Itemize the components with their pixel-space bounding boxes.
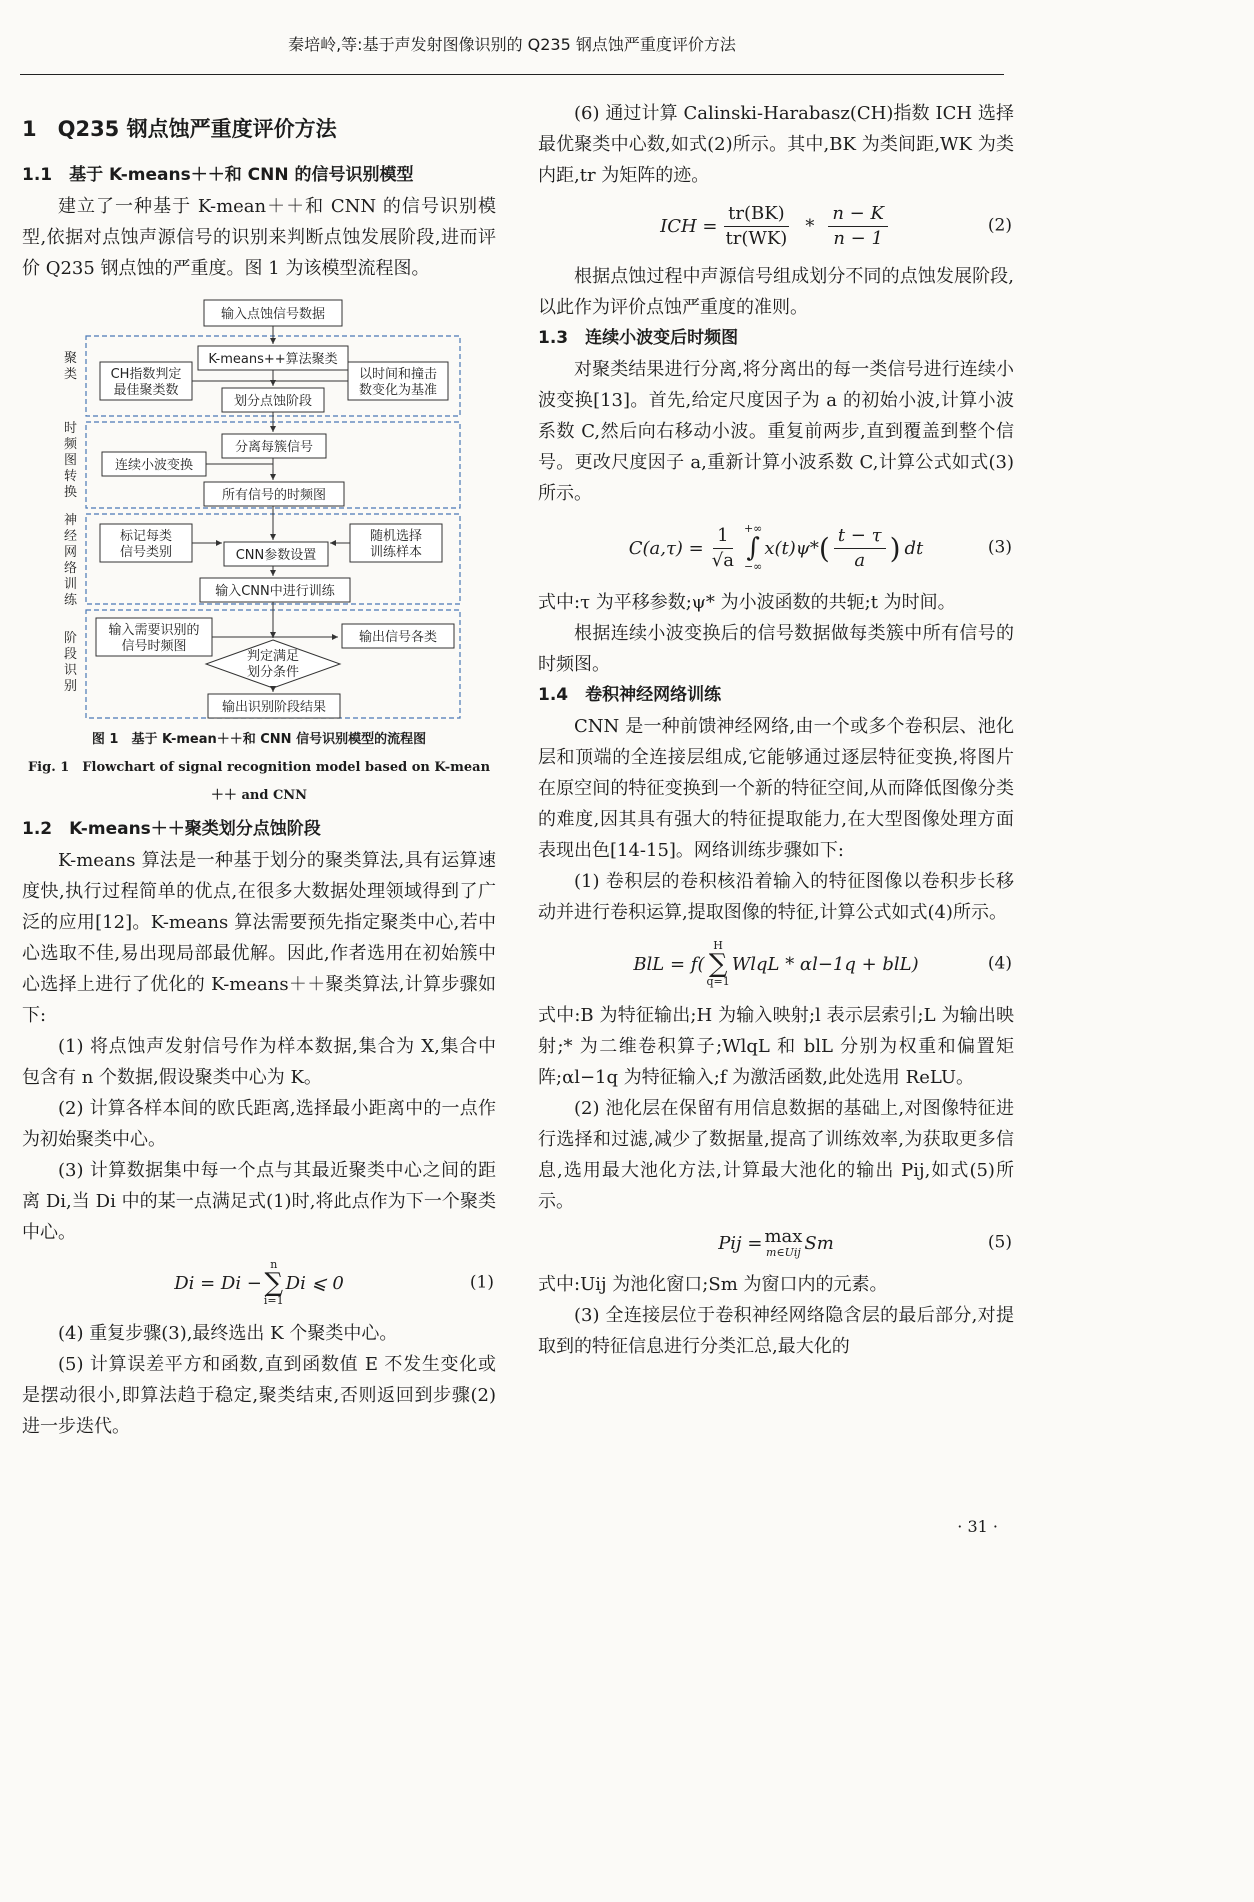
- eq3-dt: dt: [904, 537, 924, 559]
- box-basis-line1: 以时间和撞击: [358, 367, 438, 382]
- figure-1-flowchart: [22, 292, 496, 722]
- eq1-sum: n ∑ i=1: [263, 1258, 284, 1307]
- box-cnnparam: CNN参数设置: [235, 548, 317, 563]
- eq3-integral: +∞ ∫ −∞: [743, 522, 763, 573]
- tf-paragraph: 根据连续小波变换后的信号数据做每类簇中所有信号的时频图。: [538, 623, 1014, 675]
- box-basis-line2: 数变化为基准: [358, 383, 438, 398]
- eq1-lhs: Di = Di −: [174, 1272, 262, 1294]
- kmeans-step-1: (1) 将点蚀声发射信号作为样本数据,集合为 X,集合中包含有 n 个数据,假设聚类中心为 K。: [22, 1036, 496, 1088]
- box-input: 输入点蚀信号数据: [220, 307, 326, 322]
- box-alltf: 所有信号的时频图: [221, 488, 327, 503]
- kmeans-step-3: (3) 计算数据集中每一个点与其最近聚类中心之间的距离 Di,当 Di 中的某一点满足式(1)时,将此点作为下一个聚类中心。: [22, 1160, 496, 1243]
- cnn-step-1: (1) 卷积层的卷积核沿着输入的特征图像以卷积步长移动并进行卷积运算,提取图像的特征,计算公式如式(4)所示。: [538, 871, 1014, 923]
- sec14-paragraph: CNN 是一种前馈神经网络,由一个或多个卷积层、池化层和顶端的全连接层组成,它能够通过逐层特征变换,将图片在原空间的特征变换到一个新的特征空间,从而降低图像分类的难度,因其具有强大的特征提取能力,在大型图像处理方面表现出色[14-15]。网络训练步骤如下:: [538, 716, 1014, 861]
- eq2-number: (2): [987, 215, 1012, 236]
- equation-1: [22, 1252, 496, 1314]
- fig1-caption-en: Fig. 1 Flowchart of signal recognition model based on K-mean＋＋ and CNN: [27, 760, 491, 803]
- box-judge-line1: 判定满足: [246, 649, 300, 664]
- box-mark-line1: 标记每类: [119, 529, 173, 544]
- cnn-step-2: (2) 池化层在保留有用信息数据的基础上,对图像特征进行选择和过滤,减少了数据量,提高了训练效率,为获取更多信息,选用最大池化方法,计算最大池化的输出 Pij,如式(5)所示。: [538, 1098, 1014, 1212]
- eq2-fraction-1: $\frac{tr(BK)}{tr(WK)}$: [725, 202, 788, 249]
- sec13-paragraph: 对聚类结果进行分离,将分离出的每一类信号进行连续小波变换[13]。首先,给定尺度因子为 a 的初始小波,计算小波系数 C,然后向右移动小波。重复前两步,直到覆盖到整个信号。更改尺度因子 a,重新计算小波系数 C,计算公式如式(3)所示。: [538, 359, 1014, 504]
- stage-label-cluster: 聚类: [64, 351, 78, 382]
- equation-4: [538, 932, 1014, 996]
- eq5-rhs: Sm: [804, 1232, 834, 1254]
- equation-5: [538, 1221, 1014, 1265]
- box-outclass: 输出信号各类: [358, 630, 438, 645]
- eq3-number: (3): [987, 537, 1012, 558]
- eq5-max: max m∈Uij: [764, 1226, 803, 1259]
- eq1-rhs: Di ⩽ 0: [285, 1272, 344, 1294]
- section-1-2-title: 1.2 K-means＋＋聚类划分点蚀阶段: [22, 819, 321, 839]
- box-separate: 分离每簇信号: [234, 440, 314, 455]
- eq3-body: x(t)ψ*: [764, 537, 819, 559]
- box-ch-line1: CH指数判定: [110, 367, 182, 382]
- section-1-4-title: 1.4 卷积神经网络训练: [538, 685, 722, 705]
- eq4-lhs: BlL = f(: [633, 953, 705, 975]
- cnn-step-3: (3) 全连接层位于卷积神经网络隐含层的最后部分,对提取到的特征信息进行分类汇总,最大化的: [538, 1305, 1014, 1357]
- sec12-paragraph: K-means 算法是一种基于划分的聚类算法,具有运算速度快,执行过程简单的优点,在很多大数据处理领域得到了广泛的应用[12]。K-means 算法需要预先指定聚类中心,若中心选取不佳,易出现局部最优解。因此,作者选用在初始簇中心选择上进行了优化的 K-means＋＋聚类算法,计算步骤如下:: [22, 850, 496, 1026]
- box-mark-line2: 信号类别: [119, 545, 173, 560]
- sec11-paragraph: 建立了一种基于 K-mean＋＋和 CNN 的信号识别模型,依据对点蚀声源信号的识别来判断点蚀发展阶段,进而评价 Q235 钢点蚀的严重度。图 1 为该模型流程图。: [22, 196, 496, 279]
- box-kmeans: K-means++算法聚类: [208, 352, 338, 367]
- box-divide: 划分点蚀阶段: [233, 394, 313, 409]
- box-needtf-line2: 信号时频图: [121, 639, 187, 654]
- section-1-1-title: 1.1 基于 K-means＋＋和 CNN 的信号识别模型: [22, 165, 414, 185]
- box-cwt: 连续小波变换: [114, 458, 194, 473]
- box-needtf-line1: 输入需要识别的: [108, 623, 200, 638]
- stage-label-cnn: 神经网络训练: [64, 513, 78, 608]
- eq3-fraction: $\frac{1}{√a}$: [711, 524, 734, 571]
- box-random-line2: 训练样本: [369, 545, 423, 560]
- eq4-body: WlqL * αl−1q + blL): [731, 953, 919, 975]
- eq3-where: 式中:τ 为平移参数;ψ* 为小波函数的共轭;t 为时间。: [538, 592, 956, 613]
- eq3-inner-fraction: $\frac{t - \tau}{a}$: [834, 524, 886, 573]
- eq2-fraction-2: $\frac{n - K}{n - 1}$: [828, 202, 888, 251]
- eq2-lhs: ICH =: [660, 215, 718, 237]
- equation-2: [538, 195, 1014, 257]
- eq5-number: (5): [987, 1232, 1012, 1253]
- equation-3: C(a,τ) = $\frac{1}{√a}$ +∞ ∫ −∞ x(t)ψ* ( $\frac{t - \tau}{a}$ ) dt (3): [628, 522, 1012, 573]
- fig1-caption-cn: 图 1 基于 K-mean＋＋和 CNN 信号识别模型的流程图: [91, 732, 427, 747]
- kmeans-step-4: (4) 重复步骤(3),最终选出 K 个聚类中心。: [58, 1323, 398, 1344]
- eq4-sum: H ∑ q=1: [706, 939, 730, 988]
- kmeans-step-5: (5) 计算误差平方和函数,直到函数值 E 不发生变化或是摆动很小,即算法趋于稳定,聚类结束,否则返回到步骤(2)进一步迭代。: [22, 1354, 496, 1437]
- left-column: [22, 88, 496, 1442]
- eq2-times: *: [805, 215, 815, 237]
- eq1-number: (1): [469, 1272, 494, 1293]
- kmeans-step-2: (2) 计算各样本间的欧氏距离,选择最小距离中的一点作为初始聚类中心。: [22, 1098, 496, 1150]
- box-output: 输出识别阶段结果: [221, 700, 327, 715]
- eq3-lhs: C(a,τ) =: [628, 537, 704, 559]
- criterion-paragraph: 根据点蚀过程中声源信号组成划分不同的点蚀发展阶段,以此作为评价点蚀严重度的准则。: [538, 266, 1014, 318]
- box-ch-line2: 最佳聚类数: [113, 383, 179, 398]
- running-header: 秦培岭,等:基于声发射图像识别的 Q235 钢点蚀严重度评价方法: [288, 35, 736, 54]
- eq4-number: (4): [987, 953, 1012, 974]
- section-1-3-title: 1.3 连续小波变后时频图: [538, 328, 739, 348]
- section-1-title: 1 Q235 钢点蚀严重度评价方法: [22, 117, 337, 141]
- page-number: · 31 ·: [957, 1517, 998, 1536]
- eq5-lhs: Pij =: [718, 1232, 763, 1254]
- box-random-line1: 随机选择: [369, 529, 423, 544]
- right-column: [538, 98, 1014, 1362]
- eq5-where: 式中:Uij 为池化窗口;Sm 为窗口内的元素。: [538, 1274, 888, 1295]
- stage-label-tf: 时频图转换: [64, 421, 78, 500]
- flowchart-svg: [22, 292, 496, 722]
- kmeans-step-6: (6) 通过计算 Calinski-Harabasz(CH)指数 ICH 选择最优聚类中心数,如式(2)所示。其中,BK 为类间距,WK 为类内距,tr 为矩阵的迹。: [538, 103, 1014, 186]
- box-train: 输入CNN中进行训练: [215, 584, 335, 599]
- stage-label-recog: 阶段识别: [64, 631, 78, 694]
- header-rule: [20, 74, 1004, 75]
- eq4-where: 式中:B 为特征输出;H 为输入映射;l 表示层索引;L 为输出映射;* 为二维卷积算子;WlqL 和 blL 分别为权重和偏置矩阵;αl−1q 为特征输入;f 为激活函数,此处选用 ReLU。: [538, 1005, 1014, 1088]
- box-judge-line2: 划分条件: [246, 665, 300, 680]
